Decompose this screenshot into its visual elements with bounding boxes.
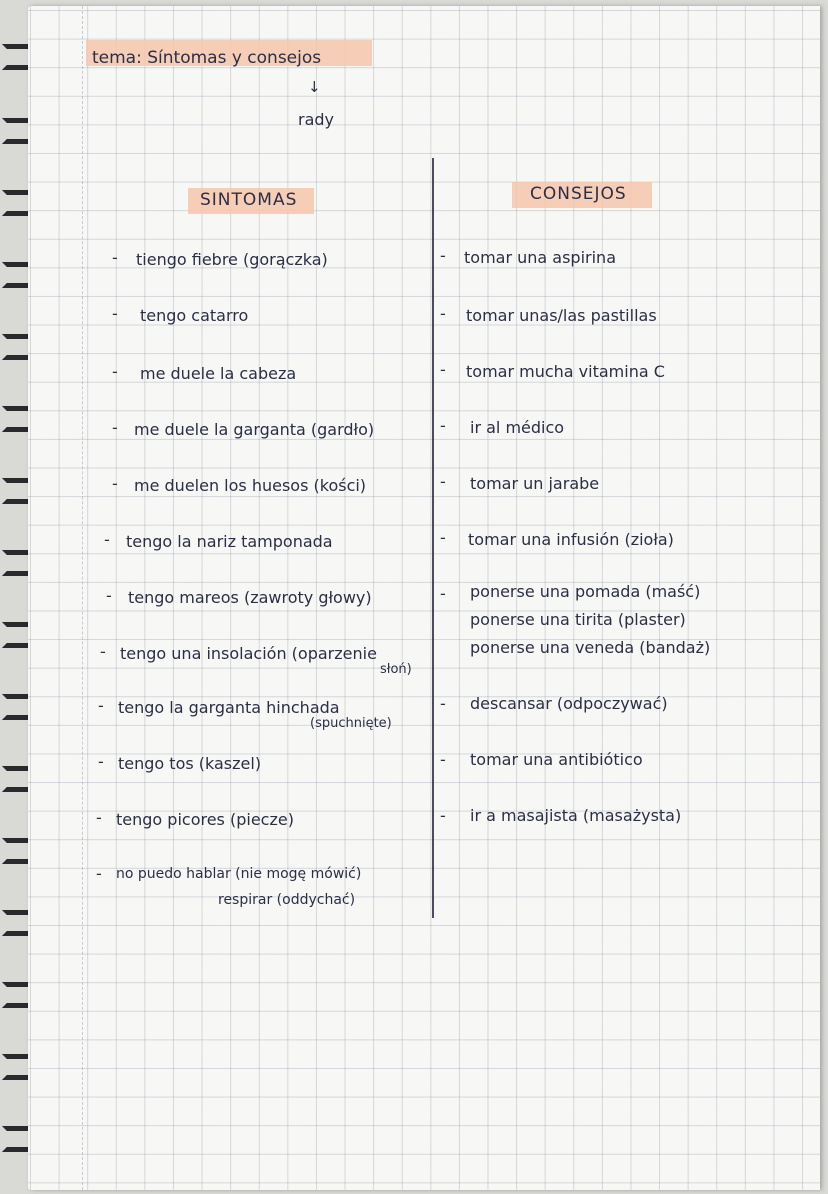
- sintoma-item-continuation: (spuchnięte): [310, 716, 392, 731]
- bullet-dash: -: [440, 304, 446, 323]
- margin-line: [82, 6, 83, 1190]
- consejo-item: ponerse una veneda (bandaż): [470, 638, 711, 657]
- bullet-dash: -: [112, 418, 118, 437]
- bullet-dash: -: [106, 586, 112, 605]
- bullet-dash: -: [440, 750, 446, 769]
- sintoma-item: tengo una insolación (oparzenie: [120, 644, 377, 663]
- consejo-item: tomar mucha vitamina C: [466, 362, 665, 381]
- bullet-dash: -: [440, 416, 446, 435]
- sintoma-item: tengo catarro: [140, 306, 249, 325]
- sintoma-item: me duele la garganta (gardło): [134, 420, 375, 439]
- sintoma-item: tengo la nariz tamponada: [126, 532, 333, 551]
- sintomas-heading: SINTOMAS: [200, 190, 298, 210]
- consejo-item: tomar una antibiótico: [470, 750, 643, 769]
- column-divider: [432, 158, 434, 918]
- bullet-dash: -: [104, 530, 110, 549]
- sintoma-item: tengo mareos (zawroty głowy): [128, 588, 372, 607]
- bullet-dash: -: [440, 472, 446, 491]
- bullet-dash: -: [96, 808, 102, 827]
- consejo-item: descansar (odpoczywać): [470, 694, 668, 713]
- sintoma-item: me duele la cabeza: [140, 364, 297, 383]
- bullet-dash: -: [112, 474, 118, 493]
- page-title: tema: Síntomas y consejos: [92, 48, 322, 68]
- bullet-dash: -: [112, 248, 118, 267]
- sintoma-item: tiengo fiebre (gorączka): [136, 250, 328, 269]
- sintoma-item: tengo picores (piecze): [116, 810, 294, 829]
- bullet-dash: -: [112, 362, 118, 381]
- bullet-dash: -: [440, 360, 446, 379]
- sintoma-item-continuation: słoń): [380, 662, 412, 677]
- bullet-dash: -: [440, 806, 446, 825]
- consejo-item: tomar unas/las pastillas: [466, 306, 657, 325]
- bullet-dash: -: [440, 246, 446, 265]
- bullet-dash: -: [440, 584, 446, 603]
- bullet-dash: -: [440, 528, 446, 547]
- consejo-item: ir a masajista (masażysta): [470, 806, 682, 825]
- sintoma-item: no puedo hablar (nie mogę mówić): [116, 866, 362, 882]
- sintoma-item-continuation: respirar (oddychać): [218, 892, 356, 908]
- sintoma-item: tengo tos (kaszel): [118, 754, 262, 773]
- consejo-item: ponerse una tirita (plaster): [470, 610, 686, 629]
- consejo-item: tomar una aspirina: [464, 248, 616, 267]
- bullet-dash: -: [440, 694, 446, 713]
- consejo-item: ponerse una pomada (maść): [470, 582, 701, 601]
- consejo-item: tomar una infusión (zioła): [468, 530, 674, 549]
- arrow-down-icon: ↓: [308, 78, 321, 96]
- bullet-dash: -: [98, 696, 104, 715]
- bullet-dash: -: [100, 642, 106, 661]
- sintoma-item: tengo la garganta hinchada: [118, 698, 340, 717]
- page-subtitle: rady: [298, 110, 335, 129]
- consejo-item: ir al médico: [470, 418, 565, 437]
- bullet-dash: -: [96, 864, 102, 883]
- sintoma-item: me duelen los huesos (kości): [134, 476, 367, 495]
- bullet-dash: -: [98, 752, 104, 771]
- bullet-dash: -: [112, 304, 118, 323]
- consejos-heading: CONSEJOS: [530, 184, 627, 204]
- consejo-item: tomar un jarabe: [470, 474, 600, 493]
